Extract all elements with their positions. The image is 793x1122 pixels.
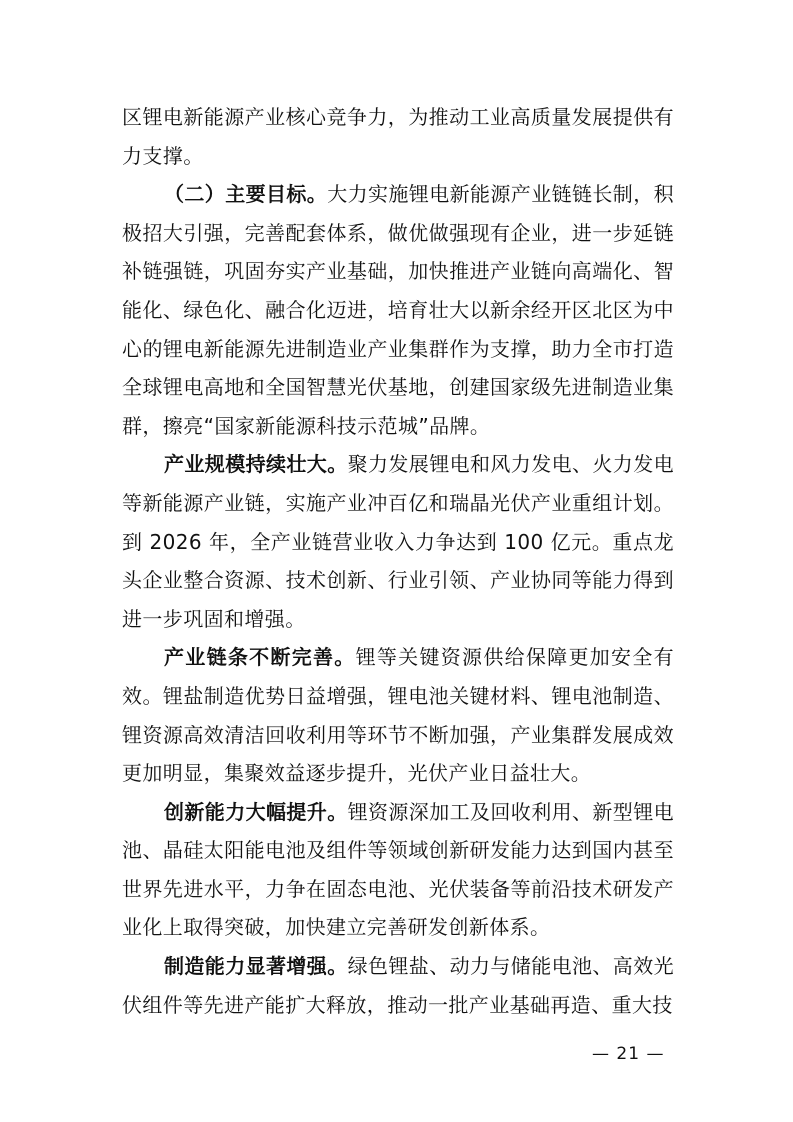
paragraph-text: 聚力发展锂电和风力发电、火力发电等新能源产业链，实施产业冲百亿和瑞晶光伏产业重组计划。到 2026 年，全产业链营业收入力争达到 100 亿元。重点龙头企业整合资源、技术创新、行业引领、产业协同等能力得到进一步巩固和增强。 — [122, 452, 675, 631]
paragraph-text: 锂资源深加工及回收利用、新型锂电池、晶硅太阳能电池及组件等领域创新研发能力达到国内甚至世界先进水平，力争在固态电池、光伏装备等前沿技术研发产业化上取得突破，加快建立完善研发创新体系。 — [122, 799, 675, 940]
paragraph-industry-chain — [122, 638, 674, 792]
paragraph-text: 大力实施锂电新能源产业链链长制，积极招大引强，完善配套体系，做优做强现有企业，进一步延链补链强链，巩固夯实产业基础，加快推进产业链向高端化、智能化、绿色化、融合化迈进，培育壮大以新余经开区北区为中心的锂电新能源先进制造业产业集群作为支撑，助力全市打造全球锂电高地和全国智慧光伏基地，创建国家级先进制造业集群，擦亮“国家新能源科技示范城”品牌。 — [122, 182, 675, 438]
paragraph-1 — [122, 98, 674, 175]
section-heading-innovation: 创新能力大幅提升。 — [164, 799, 348, 824]
paragraph-industry-scale — [122, 445, 674, 638]
section-heading-industry-chain: 产业链条不断完善。 — [164, 645, 356, 670]
section-heading-industry-scale: 产业规模持续壮大。 — [164, 452, 348, 477]
paragraph-text: 区锂电新能源产业核心竞争力，为推动工业高质量发展提供有力支撑。 — [122, 105, 674, 168]
section-heading-manufacturing: 制造能力显著增强。 — [164, 954, 348, 979]
paragraph-text: 锂等关键资源供给保障更加安全有效。锂盐制造优势日益增强，锂电池关键材料、锂电池制造、锂资源高效清洁回收利用等环节不断加强，产业集群发展成效更加明显，集聚效益逐步提升，光伏产业日益壮大。 — [122, 645, 675, 786]
paragraph-innovation — [122, 793, 674, 947]
page-number: — 21 — — [592, 1044, 665, 1064]
document-page — [122, 98, 674, 1024]
section-heading-main-goals: （二）主要目标。 — [164, 182, 328, 207]
paragraph-manufacturing — [122, 947, 674, 1024]
paragraph-main-goals — [122, 175, 674, 445]
paragraph-text: 绿色锂盐、动力与储能电池、高效光伏组件等先进产能扩大释放，推动一批产业基础再造、重大技 — [122, 954, 675, 1017]
